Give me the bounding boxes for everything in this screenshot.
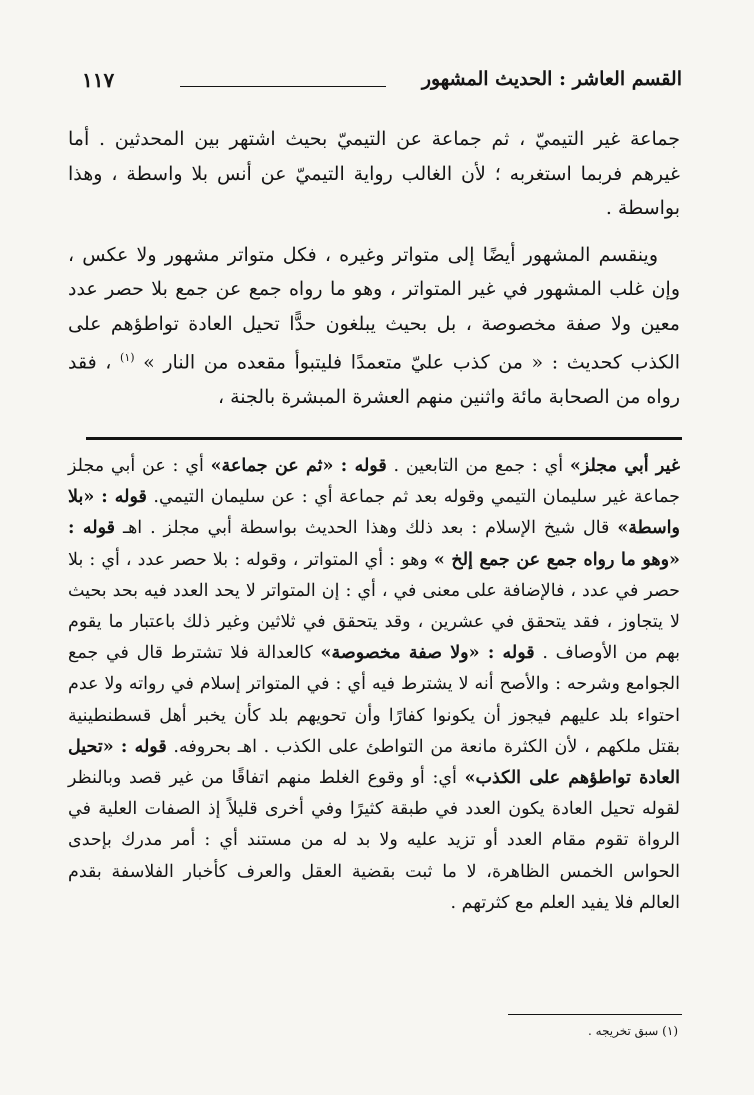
commentary-gloss: قال شيخ الإسلام : بعد ذلك وهذا الحديث بواسطة أبي مجلز . اهـ bbox=[115, 518, 618, 539]
main-paragraph-1: جماعة غير التيميّ ، ثم جماعة عن التيميّ بحيث اشتهر بين المحدثين . أما غيرهم فربما استغربه ؛ لأن الغالب رواية التيميّ عن أنس بلا واسطة ، وهذا بواسطة . bbox=[68, 128, 680, 219]
main-paragraph-2 bbox=[68, 238, 680, 415]
main-paragraph-2-continuation: ، فقد رواه من الصحابة مائة واثنين منهم العشرة المبشرة بالجنة ، bbox=[68, 351, 680, 408]
running-header bbox=[72, 62, 682, 112]
footnote-marker: (١) bbox=[120, 351, 135, 364]
commentary-lemma: غير أبي مجلز» bbox=[569, 456, 680, 476]
chapter-title: القسم العاشر : الحديث المشهور bbox=[421, 68, 682, 90]
commentary-gloss: أي: أو وقوع الغلط منهم اتفاقًا من غير قصد وبالنظر لقوله تحيل العادة يكون العدد في طبقة كثيرًا وفي أخرى قليلاً إذ الصفات العلية في الرواة تقوم مقام العدد أو تزيد عليه ولا بد له من مستند أي : أمر مدرك بإحدى الحواس الخمس الظاهرة، لا ما ثبت بقضية العقل والعرف كأخبار الفلاسفة بقدم العالم فلا يفيد العلم مع كثرتهم . bbox=[68, 768, 680, 913]
commentary-separator bbox=[86, 437, 682, 440]
footnote-rule bbox=[508, 1014, 682, 1015]
footnote: (١) سبق تخريجه . bbox=[588, 1024, 678, 1038]
commentary-text bbox=[68, 451, 680, 919]
commentary-gloss: أي : جمع من التابعين . bbox=[386, 456, 570, 476]
commentary-lemma: قوله : «وهو ما رواه جمع عن جمع إلخ » bbox=[68, 518, 680, 570]
commentary-lemma: قوله : «ولا صفة مخصوصة» bbox=[320, 643, 535, 664]
header-rule bbox=[180, 86, 386, 87]
main-text bbox=[68, 122, 680, 414]
commentary-gloss: وهو : أي المتواتر ، وقوله : بلا حصر عدد ، أي : بلا حصر في عدد ، فالإضافة على معنى في ، أي : إن المتواتر لا يحد العدد فيه بحد بحيث لا يتجاوز ، فقد يتحقق في عشرين ، وقد يتحقق في ثلاثين وغير ذلك باعتبار ما يقوم بهم من الأوصاف . bbox=[68, 549, 680, 664]
commentary-lemma: قوله : «بلا واسطة» bbox=[68, 487, 680, 539]
page-number: ١١٧ bbox=[82, 68, 115, 92]
main-paragraph-2-text: وينقسم المشهور أيضًا إلى متواتر وغيره ، فكل متواتر مشهور ولا عكس ، وإن غلب المشهور في غير المتواتر ، وهو ما رواه جمع عن جمع بلا حصر عدد معين ولا صفة مخصوصة ، بل بحيث يبلغون حدًّا تحيل العادة تواطؤهم على الكذب كحديث : « من كذب عليّ متعمدًا فليتبوأ مقعده من النار » bbox=[68, 243, 680, 374]
commentary-gloss: كالعدالة فلا تشترط قال في جمع الجوامع وشرحه : والأصح أنه لا يشترط فيه أي : في المتواتر إسلام في رواته ولا عدم احتواء بلد عليهم فيجوز أن يكونوا كفارًا وأن تحويهم بلد كأن يخبر أهل قسطنطينية بقتل ملكهم ، لأن الكثرة مانعة من التواطئ على الكذب . اهـ بحروفه. bbox=[68, 643, 680, 757]
commentary-lemma: قوله : «ثم عن جماعة» bbox=[210, 456, 387, 476]
commentary-lemma: قوله : «تحيل العادة تواطؤهم على الكذب» bbox=[68, 736, 680, 789]
commentary-paragraph bbox=[68, 451, 680, 919]
commentary-gloss: أي : عن أبي مجلز جماعة غير سليمان التيمي وقوله بعد ثم جماعة أي : عن سليمان التيمي. bbox=[68, 456, 681, 508]
